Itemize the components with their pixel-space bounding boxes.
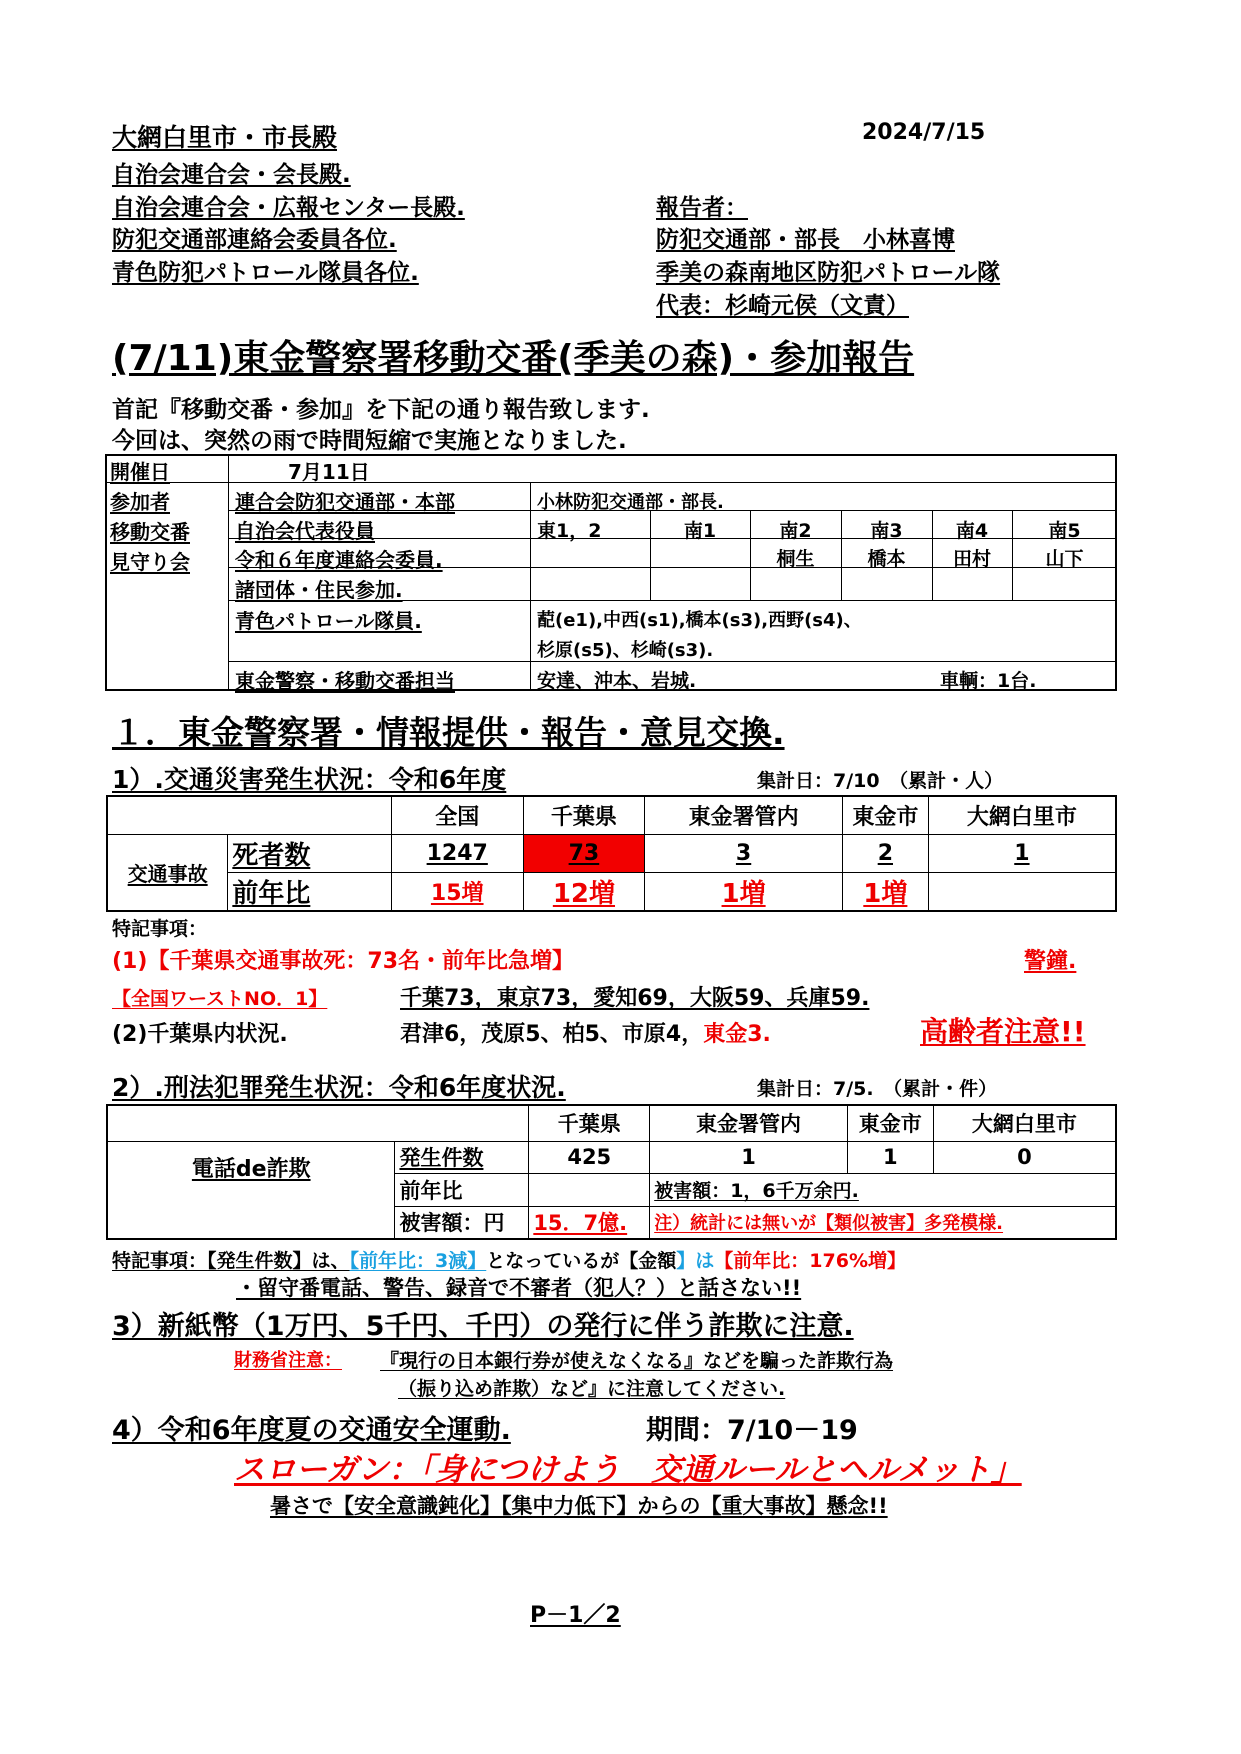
- col-header: 全国: [391, 796, 523, 834]
- count-chiba: 425: [529, 1141, 650, 1173]
- patrol-members-1: 蓜(e1),中西(s1),橋本(s3),西野(s4)、: [537, 610, 862, 631]
- stat-note: 注）統計には無いが【類似被害】多発模様.: [650, 1206, 1116, 1239]
- chiba-death-alert: (1)【千葉県交通事故死：73名・前年比急増】: [112, 949, 575, 974]
- area-south-4: 南4: [955, 520, 989, 542]
- area-south-3: 南3: [870, 520, 903, 542]
- mof-text-1: 『現行の日本銀行券が使えなくなる』などを騙った詐欺行為: [380, 1350, 894, 1372]
- police-value: 安達、沖本、岩城.: [537, 670, 697, 692]
- col-header: 東金署管内: [645, 796, 843, 834]
- campaign-slogan: スローガン：「身につけよう 交通ルールとヘルメット」: [234, 1452, 1022, 1488]
- col-header: 東金署管内: [650, 1105, 848, 1141]
- crime-table: [106, 1104, 1117, 1240]
- reporter-name: 防犯交通部・部長 小林喜博: [656, 227, 955, 253]
- pref-status-values: 君津6，茂原5、柏5、市原4，東金3.: [400, 1022, 771, 1047]
- row-divider: [105, 482, 1117, 483]
- exec-label: 自治会代表役員: [235, 519, 375, 543]
- row-group-label: 交通事故: [107, 834, 228, 911]
- col-header: 千葉県: [529, 1105, 650, 1141]
- committee-south-3: 橋本: [867, 548, 906, 570]
- date-label: 開催日: [110, 460, 170, 484]
- worst-label: 【全国ワーストNO．1】: [112, 988, 328, 1010]
- committee-label: 令和６年度連絡会委員.: [235, 548, 443, 572]
- deaths-label: 死者数: [228, 834, 392, 872]
- participants-label: 参加者: [110, 490, 170, 514]
- corner-cell: [107, 1105, 529, 1141]
- column-divider: [228, 454, 229, 691]
- alarm-text: 警鐘.: [1024, 949, 1077, 974]
- reporter-label: 報告者：: [656, 195, 748, 221]
- hq-label: 連合会防犯交通部・本部: [235, 490, 455, 514]
- page-title: (7/11)東金警察署移動交番(季美の森)・参加報告: [112, 338, 915, 379]
- count-togane-station: 1: [650, 1141, 848, 1173]
- addressee-committee: 防犯交通部連絡会委員各位.: [112, 227, 397, 253]
- citizens-label: 諸団体・住民参加.: [235, 578, 403, 602]
- deaths-chiba: 73: [523, 834, 645, 872]
- amount-label: 被害額：円: [395, 1206, 529, 1239]
- police-label: 東金警察・移動交番担当: [235, 669, 455, 693]
- worst-ranking: 千葉73，東京73，愛知69，大阪59、兵庫59.: [400, 986, 870, 1011]
- area-south-5: 南5: [1048, 520, 1081, 542]
- notes-label: 特記事項：: [112, 918, 208, 940]
- count-oamishirasato: 0: [933, 1141, 1116, 1173]
- traffic-table: [106, 795, 1117, 912]
- deaths-togane-city: 2: [842, 834, 928, 872]
- campaign-heading: 4）令和6年度夏の交通安全運動.: [112, 1415, 511, 1446]
- col-header: 大網白里市: [928, 796, 1116, 834]
- area-east: 東1，2: [537, 520, 602, 542]
- mobile-koban-label: 移動交番: [110, 520, 190, 544]
- hq-value: 小林防犯交通部・部長.: [537, 492, 724, 513]
- crime-aggregation: 集計日：7/5. （累計・件）: [757, 1078, 998, 1100]
- yoy-national: 15増: [391, 872, 523, 911]
- report-date: 2024/7/15: [862, 120, 986, 145]
- col-header: 東金市: [847, 1105, 933, 1141]
- intro-line-2: 今回は、突然の雨で時間短縮で実施となりました.: [112, 428, 627, 454]
- deaths-oamishirasato: 1: [928, 834, 1116, 872]
- committee-south-5: 山下: [1045, 548, 1084, 570]
- area-south-1: 南1: [683, 520, 717, 542]
- elderly-warning: 高齢者注意!!: [920, 1015, 1086, 1048]
- count-togane-city: 1: [847, 1141, 933, 1173]
- deaths-togane-station: 3: [645, 834, 843, 872]
- pref-status-label: (2)千葉県内状況.: [112, 1022, 288, 1047]
- vehicle-count: 車輌：1台.: [940, 670, 1037, 692]
- reporter-org: 季美の森南地区防犯パトロール隊: [656, 260, 1001, 286]
- patrol-members-2: 杉原(s5)、杉崎(s3).: [537, 640, 714, 661]
- mof-label: 財務省注意：: [234, 1350, 342, 1371]
- addressee-pr-center: 自治会連合会・広報センター長殿.: [112, 195, 465, 221]
- amount-chiba: 15．7億.: [529, 1206, 650, 1239]
- crime-heading: 2）.刑法犯罪発生状況：令和6年度状況.: [112, 1073, 566, 1102]
- phone-advice: ・留守番電話、警告、録音で不審者（犯人？）と話さない!!: [236, 1276, 802, 1300]
- watch-group-label: 見守り会: [110, 550, 190, 574]
- mof-text-2: （振り込め詐欺）など』に注意してください.: [398, 1378, 786, 1400]
- deaths-national: 1247: [391, 834, 523, 872]
- crime-yoy-chiba: [529, 1173, 650, 1206]
- reporter-representative: 代表：杉崎元侯（文責）: [656, 293, 909, 319]
- date-value: 7月11日: [288, 460, 370, 484]
- corner-cell: [107, 796, 391, 834]
- col-header: 大網白里市: [933, 1105, 1116, 1141]
- crime-yoy-label: 前年比: [395, 1173, 529, 1206]
- yoy-label: 前年比: [228, 872, 392, 911]
- crime-notes: 特記事項：【発生件数】は、【前年比：3減】となっているが【金額】は【前年比：176%増】: [112, 1250, 906, 1272]
- damage-note: 被害額：1，6千万余円.: [650, 1173, 1116, 1206]
- col-header: 東金市: [842, 796, 928, 834]
- col-header: 千葉県: [523, 796, 645, 834]
- patrol-label: 青色パトロール隊員.: [235, 609, 422, 633]
- crime-type-label: 電話de詐欺: [107, 1141, 395, 1239]
- yoy-chiba: 12増: [523, 872, 645, 911]
- new-notes-heading: 3）新紙幣（1万円、5千円、千円）の発行に伴う詐欺に注意.: [112, 1311, 854, 1342]
- committee-south-4: 田村: [952, 548, 991, 570]
- committee-south-2: 桐生: [776, 548, 815, 570]
- addressee-federation-head: 自治会連合会・会長殿.: [112, 162, 351, 188]
- page-number: P－1／2: [530, 1603, 621, 1628]
- yoy-togane-city: 1増: [842, 872, 928, 911]
- traffic-heading: 1）.交通災害発生状況：令和6年度: [112, 765, 507, 794]
- yoy-oamishirasato: [928, 872, 1116, 911]
- heat-concern: 暑さで【安全意識鈍化】【集中力低下】からの【重大事故】懸念!!: [270, 1494, 888, 1518]
- section-1-heading: １．東金警察署・情報提供・報告・意見交換.: [112, 713, 785, 752]
- traffic-aggregation: 集計日：7/10 （累計・人）: [757, 770, 1004, 792]
- area-south-2: 南2: [779, 520, 812, 542]
- campaign-period: 期間：7/10－19: [646, 1415, 858, 1446]
- addressee-patrol: 青色防犯パトロール隊員各位.: [112, 260, 419, 286]
- addressee-mayor: 大網白里市・市長殿: [112, 123, 338, 152]
- count-label: 発生件数: [395, 1141, 529, 1173]
- yoy-togane-station: 1増: [645, 872, 843, 911]
- intro-line-1: 首記『移動交番・参加』を下記の通り報告致します.: [112, 397, 650, 423]
- column-divider: [530, 482, 531, 691]
